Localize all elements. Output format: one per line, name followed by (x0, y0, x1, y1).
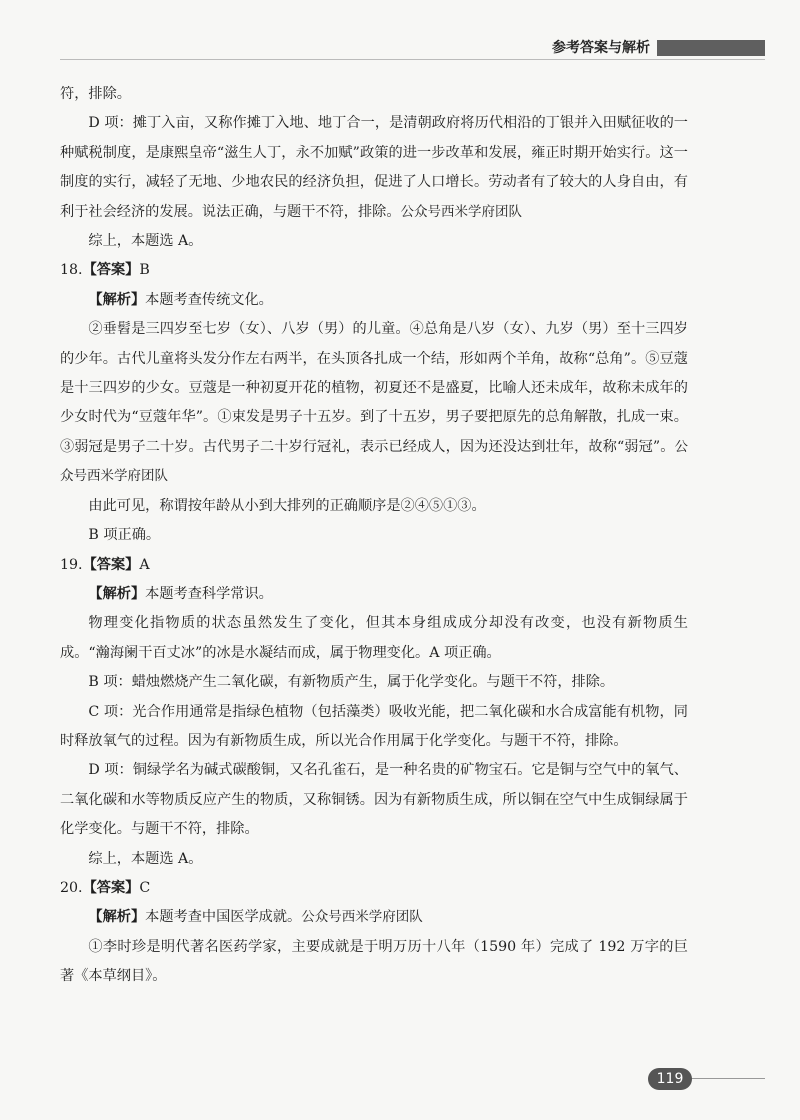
header-rule (60, 59, 765, 60)
paragraph-text: C 项：光合作用通常是指绿色植物（包括藻类）吸收光能，把二氧化碳和水合成富能有机物，同时释放氧气的过程。因为有新物质生成，所以光合作用属于化学变化。与题干不符，排除。 (60, 703, 688, 749)
analysis-text: 本题考查科学常识。 (145, 585, 273, 602)
paragraph (60, 109, 688, 227)
answer-label: 【答案】 (82, 879, 140, 896)
answer-label: 【答案】 (82, 262, 140, 279)
paragraph (60, 227, 688, 256)
paragraph (60, 609, 688, 668)
answer-value: B (139, 262, 150, 279)
paragraph (60, 315, 688, 491)
paragraph-text: D 项：摊丁入亩，又称作摊丁入地、地丁合一，是清朝政府将历代相沿的丁银并入田赋征收的一种赋税制度，是康熙皇帝“滋生人丁，永不加赋”政策的进一步改革和发展，雍正时期开始实行。这一制度的实行，减轻了无地、少地农民的经济负担，促进了人口增长。劳动者有了较大的人身自由，有利于社会经济的发展。说法正确，与题干不符，排除。 (60, 115, 688, 220)
paragraph-text: D 项：铜绿学名为碱式碳酸铜，又名孔雀石，是一种名贵的矿物宝石。它是铜与空气中的氧气、二氧化碳和水等物质反应产生的物质，又称铜锈。因为有新物质生成，所以铜在空气中生成铜绿属于化学变化。与题干不符，排除。 (60, 762, 688, 838)
paragraph (60, 80, 688, 109)
watermark-text: 公众号西米学府团队 (60, 438, 688, 485)
analysis-line (60, 580, 688, 609)
header-title: 参考答案与解析 (552, 40, 650, 56)
paragraph-text: ①李时珍是明代著名医药学家，主要成就是于明万历十八年（1590 年）完成了 192 万字的巨著《本草纲目》。 (60, 938, 688, 985)
paragraph (60, 492, 688, 521)
page-header (0, 38, 800, 60)
answer-content (60, 80, 688, 992)
answer-value: A (139, 556, 150, 573)
analysis-label: 【解析】 (88, 291, 146, 308)
answer-line (60, 256, 688, 285)
page-number: 119 (648, 1068, 692, 1090)
watermark-text: 公众号西米学府团队 (301, 909, 423, 926)
answer-label: 【答案】 (82, 556, 140, 573)
analysis-line (60, 903, 688, 932)
analysis-line (60, 286, 688, 315)
paragraph-text: 综上，本题选 A。 (88, 850, 203, 867)
paragraph (60, 668, 688, 697)
analysis-label: 【解析】 (88, 585, 146, 602)
question-number: 19. (60, 556, 83, 573)
header-decor-bar (657, 40, 765, 56)
paragraph (60, 698, 688, 757)
paragraph-text: ②垂髫是三四岁至七岁（女）、八岁（男）的儿童。④总角是八岁（女）、九岁（男）至十三四岁的少年。古代儿童将头发分作左右两半，在头顶各扎成一个结，形如两个羊角，故称“总角”。⑤豆蔻是十三四岁的少女。豆蔻是一种初夏开花的植物，初夏还不是盛夏，比喻人还未成年，故称未成年的少女时代为“豆蔻年华”。①束发是男子十五岁。到了十五岁，男子要把原先的总角解散，扎成一束。③弱冠是男子二十岁。古代男子二十岁行冠礼，表示已经成人，因为还没达到壮年，故称“弱冠”。 (60, 321, 688, 455)
paragraph (60, 933, 688, 992)
paragraph-text: 由此可见，称谓按年龄从小到大排列的正确顺序是②④⑤①③。 (88, 497, 486, 514)
paragraph (60, 845, 688, 874)
analysis-text: 本题考查传统文化。 (145, 291, 273, 308)
paragraph-text: 物理变化指物质的状态虽然发生了变化，但其本身组成成分却没有改变，也没有新物质生成。“瀚海阑干百丈冰”的冰是水凝结而成，属于物理变化。A 项正确。 (60, 615, 688, 661)
answer-value: C (139, 879, 151, 896)
paragraph-text: B 项：蜡烛燃烧产生二氧化碳，有新物质产生，属于化学变化。与题干不符，排除。 (88, 674, 615, 691)
paragraph-text: 综上，本题选 A。 (88, 233, 203, 250)
watermark-text: 公众号西米学府团队 (400, 203, 523, 220)
analysis-text: 本题考查中国医学成就。 (145, 909, 302, 926)
paragraph-text: B 项正确。 (88, 527, 161, 544)
paragraph (60, 756, 688, 844)
analysis-label: 【解析】 (88, 909, 146, 926)
paragraph (60, 521, 688, 550)
paragraph-text: 符，排除。 (60, 86, 131, 102)
question-number: 20. (60, 879, 83, 896)
footer-rule (690, 1078, 765, 1079)
question-number: 18. (60, 262, 83, 279)
answer-line (60, 874, 688, 903)
answer-line (60, 551, 688, 580)
